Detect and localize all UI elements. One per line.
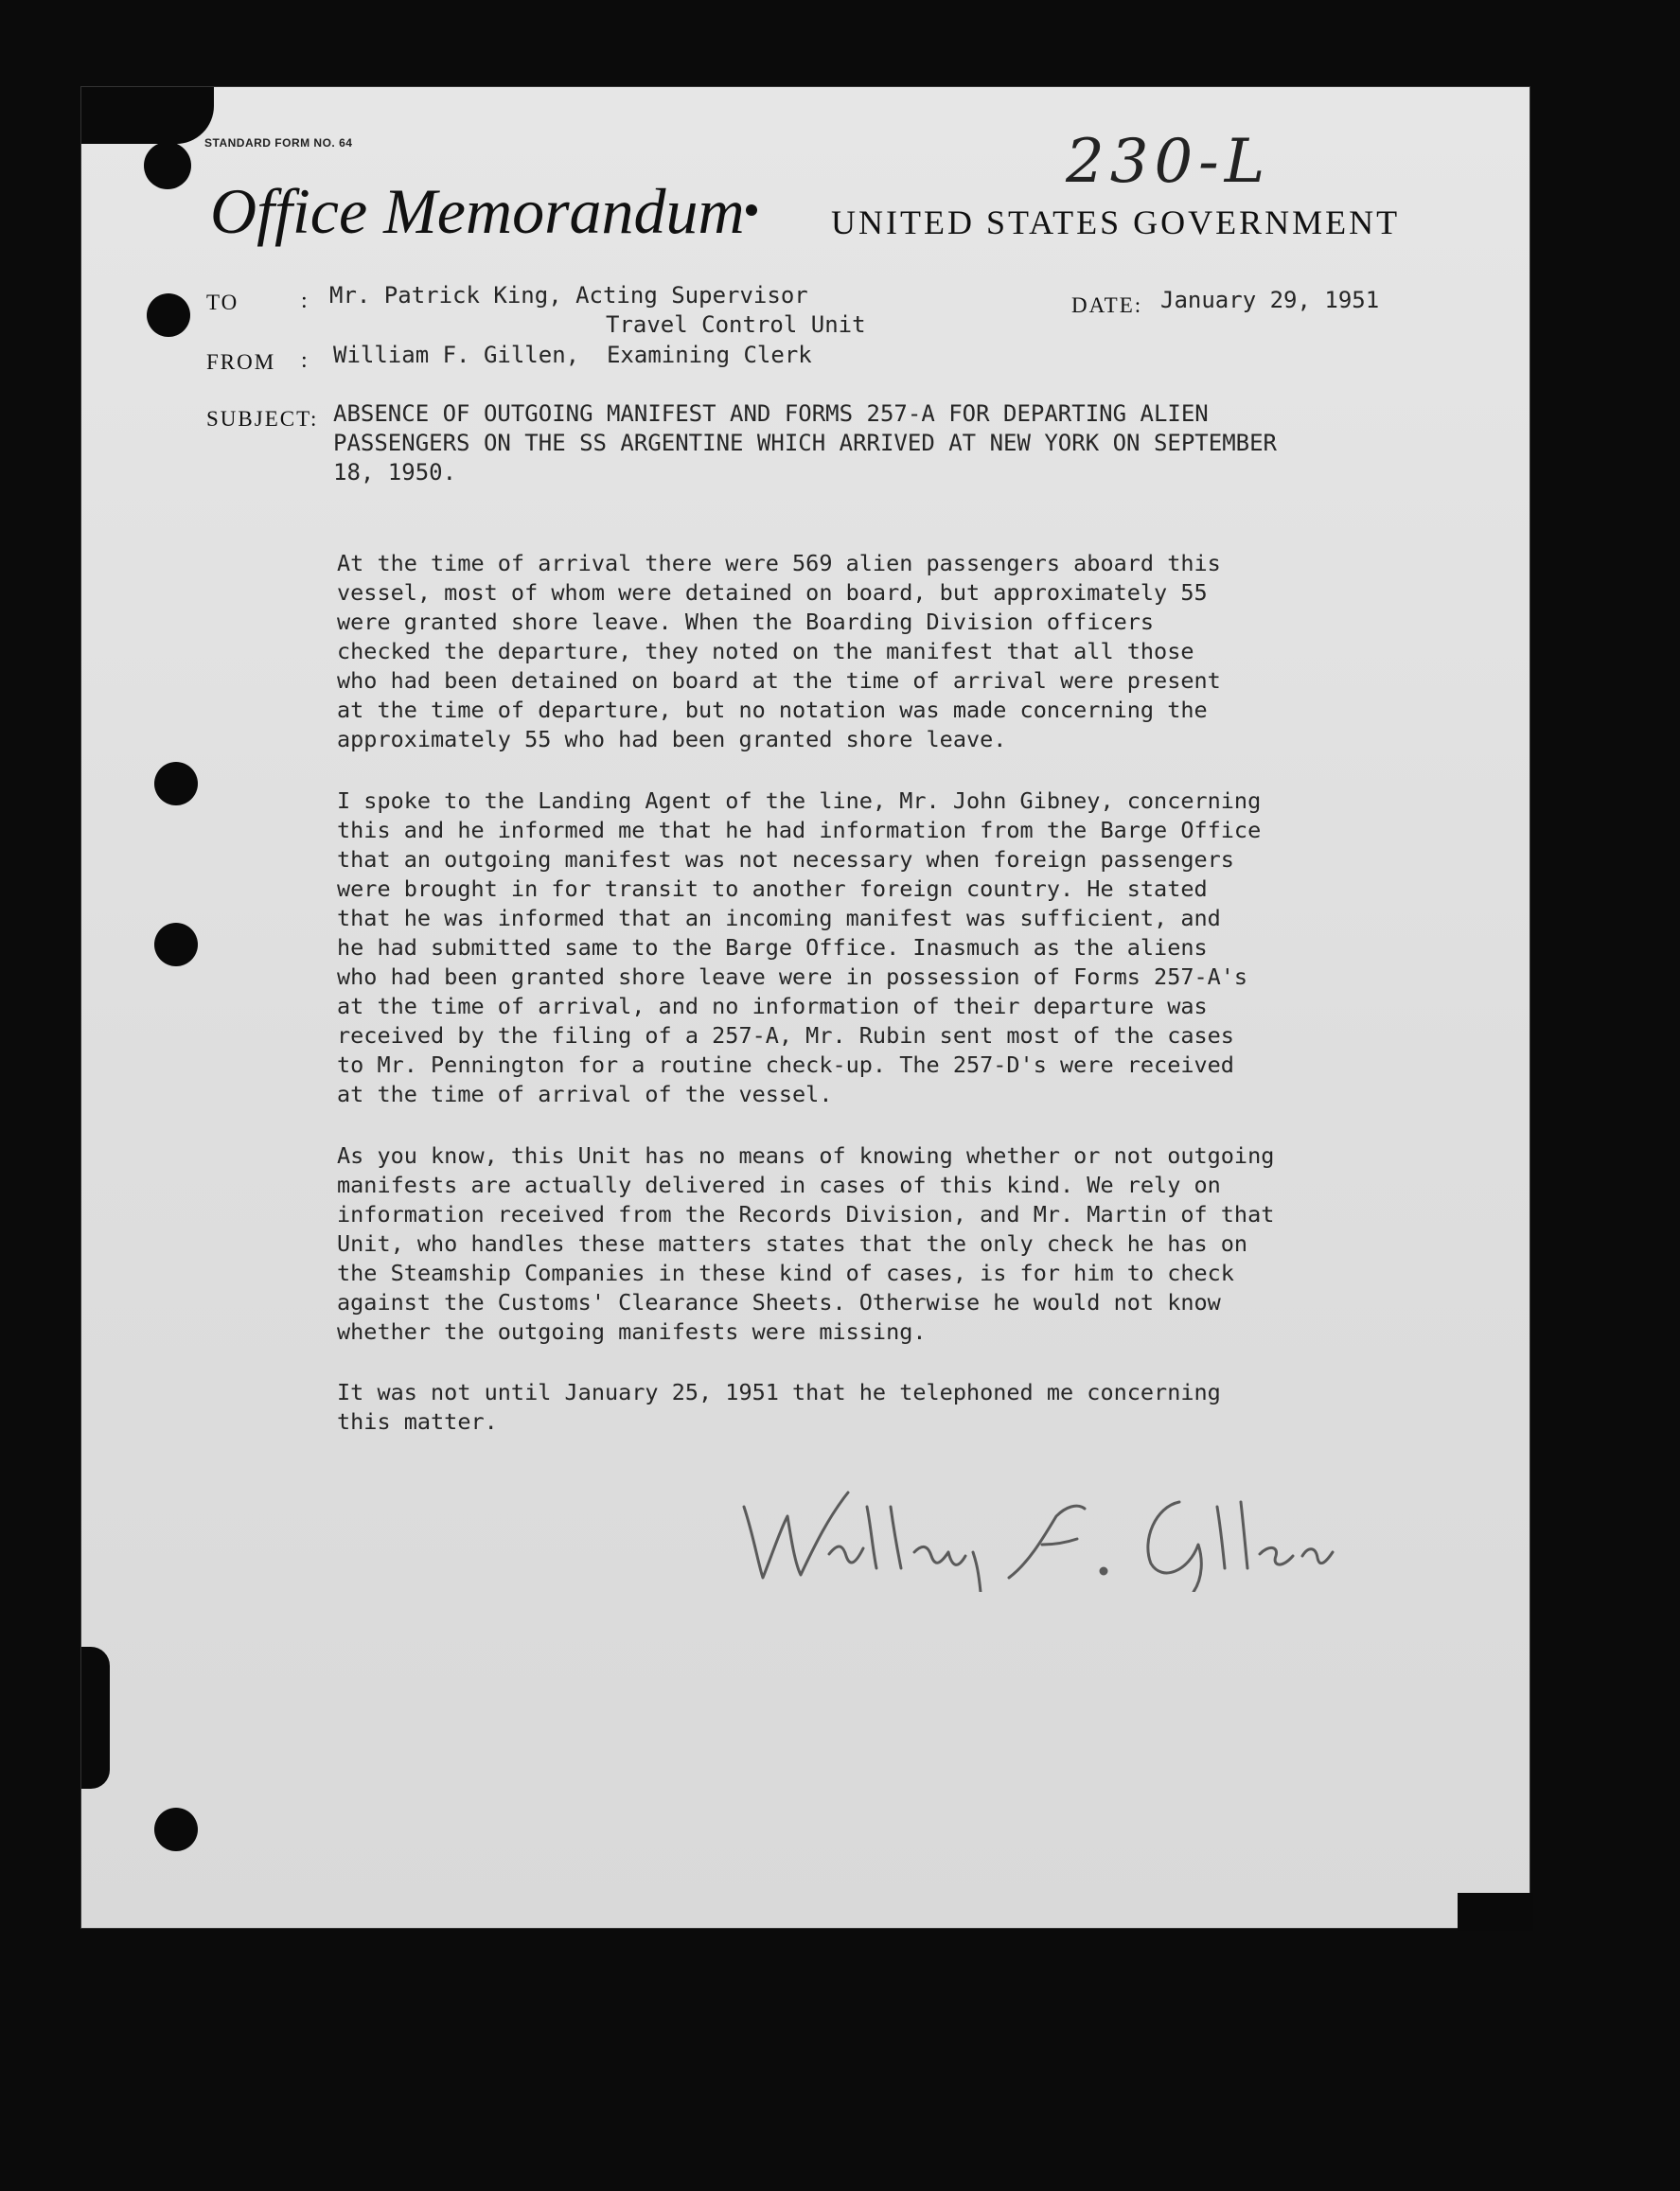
- memo-sheet: [81, 87, 1530, 1928]
- to-unit: Travel Control Unit: [606, 311, 866, 338]
- from-value: William F. Gillen, Examining Clerk: [333, 342, 812, 368]
- title-bullet: [746, 204, 757, 216]
- torn-corner: [81, 87, 214, 144]
- handwritten-signature: [725, 1450, 1482, 1592]
- punch-hole-3: [154, 923, 198, 966]
- torn-edge: [81, 1647, 110, 1789]
- form-number: STANDARD FORM NO. 64: [204, 136, 353, 150]
- punch-hole-4: [154, 1808, 198, 1851]
- body-paragraph-2: I spoke to the Landing Agent of the line, Mr. John Gibney, concerning this and he informed me that he had information from the Barge Office that an outgoing manifest was not necessary when foreign passengers were brought in for transit to another foreign country. He stated that he was informed that an incoming manifest was sufficient, and he had submitted same to the Barge Office. Inasmuch as the aliens who had been granted shore leave were in possession of Forms 257-A's at the time of arrival, and no information of their departure was received by the filing of a 257-A, Mr. Rubin sent most of the cases to Mr. Pennington for a routine check-up. The 257-D's were received at the time of arrival of the vessel.: [337, 787, 1262, 1107]
- punch-hole-2: [154, 762, 198, 805]
- to-label: TO: [206, 291, 239, 314]
- from-label: FROM: [206, 350, 276, 374]
- punch-hole-1: [147, 293, 190, 337]
- body-paragraph-1: At the time of arrival there were 569 alien passengers aboard this vessel, most of whom were detained on board, but approximately 55 were granted shore leave. When the Boarding Division officers checked the departure, they noted on the manifest that all those who had been detained on board at the time of arrival were present at the time of departure, but no notation was made concerning the approximately 55 who had been granted shore leave.: [337, 550, 1221, 752]
- subject-text: ABSENCE OF OUTGOING MANIFEST AND FORMS 257-A FOR DEPARTING ALIEN PASSENGERS ON THE SS ARGENTINE WHICH ARRIVED AT NEW YORK ON SEPTEMBER 18, 1950.: [333, 400, 1277, 486]
- from-colon: :: [301, 348, 308, 373]
- date-label: DATE:: [1071, 293, 1143, 317]
- torn-bottom-right: [1458, 1893, 1533, 1931]
- date-value: January 29, 1951: [1160, 287, 1380, 313]
- body-paragraph-4: It was not until January 25, 1951 that he telephoned me concerning this matter.: [337, 1379, 1221, 1435]
- handwritten-file-number: 230-L: [1066, 127, 1271, 197]
- memo-title: Office Memorandum: [210, 175, 745, 247]
- to-name: Mr. Patrick King, Acting Supervisor: [329, 282, 808, 309]
- agency-name: UNITED STATES GOVERNMENT: [831, 203, 1401, 241]
- to-colon: :: [301, 289, 308, 313]
- punch-hole-top: [144, 142, 191, 189]
- subject-label: SUBJECT:: [206, 407, 319, 431]
- body-paragraph-3: As you know, this Unit has no means of knowing whether or not outgoing manifests are actually delivered in cases of this kind. We rely on information received from the Records Division, and Mr. Martin of that Unit, who handles these matters states that the only check he has on the Steamship Companies in these kind of cases, is for him to check against the Customs' Clearance Sheets. Otherwise he would not know whether the outgoing manifests were missing.: [337, 1142, 1275, 1345]
